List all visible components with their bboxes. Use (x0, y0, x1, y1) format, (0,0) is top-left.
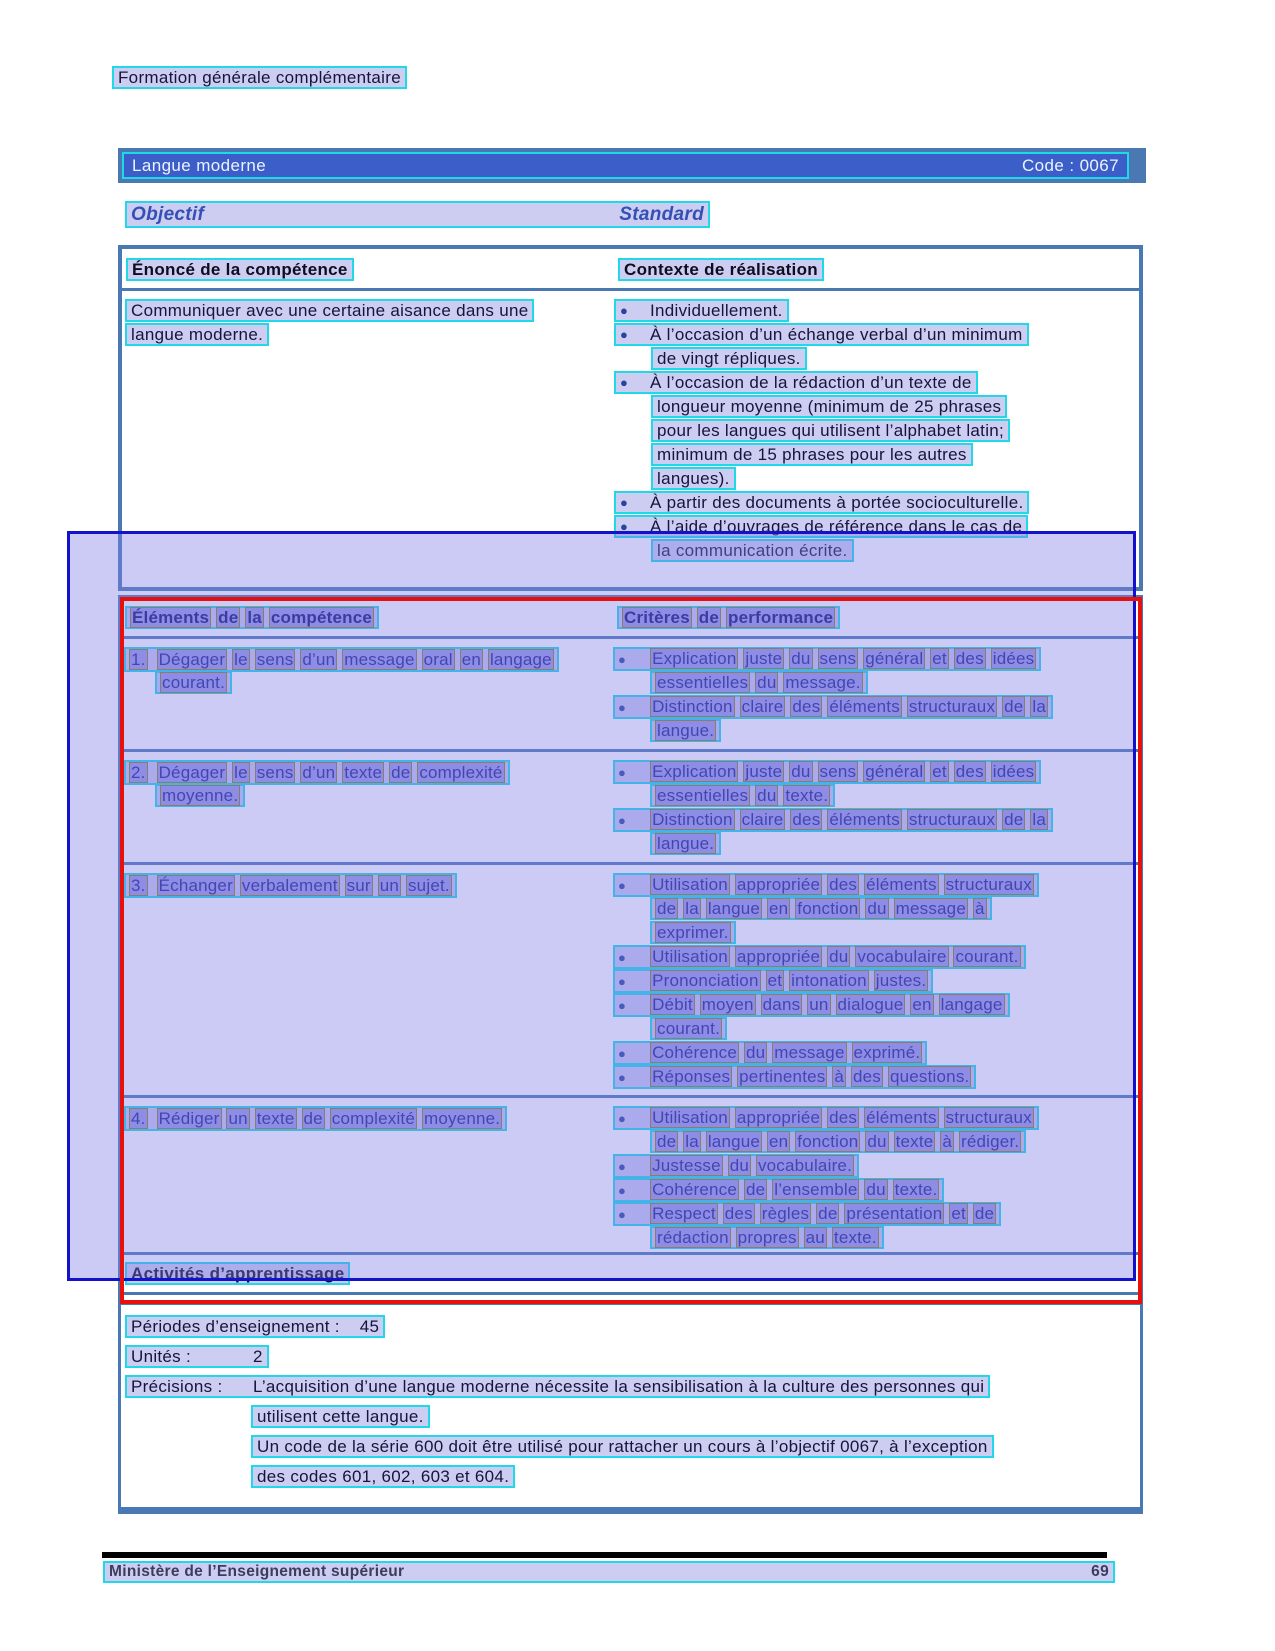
word-highlight: éléments (866, 1108, 937, 1127)
word-highlight: un (809, 995, 829, 1014)
word-highlight: Cohérence (652, 1180, 738, 1199)
word-highlight: sens (819, 762, 857, 781)
word-highlight: de (303, 1109, 323, 1128)
table-enonce-contexte (118, 245, 1143, 591)
activities-content-box (118, 1300, 1143, 1514)
context-bullet-line: ● Individuellement. (614, 299, 1139, 322)
table2-header-row (121, 598, 1140, 639)
bullet-icon: ● (618, 1070, 627, 1085)
word-highlight: courant. (162, 673, 226, 692)
word-highlight: intonation (791, 971, 867, 990)
word-highlight: langue. (657, 834, 715, 853)
bullet-icon: ● (620, 327, 629, 342)
word-highlight: langue (707, 1132, 761, 1151)
word-highlight: du (867, 899, 887, 918)
word-highlight: structuraux (945, 875, 1032, 894)
precisions-text: Un code de la série 600 doit être utilisé pour rattacher un cours à l’objectif 0067, à l’exception (251, 1435, 994, 1458)
table2-rows (121, 639, 1140, 1256)
word-highlight: courant. (657, 1019, 721, 1038)
element-line (124, 760, 613, 783)
word-highlight: Distinction (652, 697, 733, 716)
word-highlight: du (866, 1180, 886, 1199)
units-value: 2 (253, 1347, 263, 1366)
word-highlight: vocabulaire. (757, 1156, 853, 1175)
word-highlight: Réponses (652, 1067, 731, 1086)
course-code: Code : 0067 (1021, 155, 1119, 175)
word-highlight: des (724, 1204, 753, 1223)
criteria-line (613, 671, 1140, 694)
context-bullet-line: ● À partir des documents à portée socioculturelle. (614, 491, 1139, 514)
element-line (124, 1106, 613, 1129)
word-highlight: sujet. (407, 876, 450, 895)
table2-col1-header (125, 606, 379, 629)
word-highlight: un (228, 1109, 248, 1128)
bullet-icon: ● (618, 878, 627, 893)
word-highlight: Échanger (158, 876, 233, 895)
word-highlight: de (657, 1132, 677, 1151)
word-highlight: claire (741, 810, 784, 829)
bullet-icon: ● (618, 765, 627, 780)
criteria-line (613, 945, 1140, 968)
units-label: Unités : (131, 1347, 192, 1366)
bullet-icon: ● (618, 813, 627, 828)
word-highlight: claire (741, 697, 784, 716)
precisions-row (125, 1435, 1136, 1461)
criteria-line (613, 784, 1140, 807)
table1-header-row (122, 249, 1139, 291)
word-highlight: des (792, 697, 821, 716)
bullet-icon: ● (620, 519, 629, 534)
course-title: Langue moderne (132, 155, 267, 175)
criteria-line (613, 760, 1140, 783)
context-bullet-line: la communication écrite. (614, 539, 1139, 562)
word-highlight: fonction (797, 1132, 859, 1151)
bullet-icon: ● (618, 1159, 627, 1174)
word-highlight: oral (423, 650, 453, 669)
word-highlight: de (698, 608, 720, 627)
context-bullet-list (614, 299, 1139, 563)
word-highlight: pertinentes (739, 1067, 826, 1086)
bullet-icon: ● (618, 1183, 627, 1198)
word-highlight: essentielles (657, 673, 749, 692)
word-highlight: à (942, 1132, 953, 1151)
word-highlight: moyenne. (423, 1109, 501, 1128)
precisions-text: des codes 601, 602, 603 et 604. (251, 1465, 515, 1488)
word-highlight: d’un (302, 650, 336, 669)
word-highlight: appropriée (736, 875, 821, 894)
word-highlight: le (234, 650, 248, 669)
word-highlight: des (829, 1108, 858, 1127)
word-highlight: la (685, 1132, 699, 1151)
word-highlight: message (774, 1043, 845, 1062)
criteria-line (613, 832, 1140, 855)
criteria-line (613, 1065, 1140, 1088)
word-highlight: de (745, 1180, 766, 1199)
word-highlight: Prononciation (652, 971, 759, 990)
word-highlight: général (865, 649, 924, 668)
context-bullet-line: minimum de 15 phrases pour les autres (614, 443, 1139, 466)
word-highlight: langue (707, 899, 761, 918)
word-highlight: au (805, 1228, 825, 1247)
word-highlight: structuraux (908, 697, 996, 716)
precisions-row (125, 1375, 1136, 1401)
word-highlight: langue. (657, 721, 715, 740)
word-highlight: et (767, 971, 783, 990)
criteria-line (613, 897, 1140, 920)
word-highlight: la (1032, 697, 1046, 716)
word-highlight: Utilisation (652, 947, 728, 966)
word-highlight: éléments (866, 875, 937, 894)
word-highlight: l’ensemble (774, 1180, 858, 1199)
word-highlight: de (1004, 697, 1024, 716)
criteria-line (613, 719, 1140, 742)
context-bullet-line: pour les langues qui utilisent l’alphabet latin; (614, 419, 1139, 442)
word-highlight: du (745, 1043, 766, 1062)
word-highlight: idées (992, 762, 1035, 781)
word-highlight: exprimé. (853, 1043, 921, 1062)
word-highlight: sens (256, 650, 294, 669)
word-highlight: éléments (829, 810, 900, 829)
bullet-icon: ● (618, 998, 627, 1013)
bullet-icon: ● (618, 700, 627, 715)
word-highlight: justes. (875, 971, 927, 990)
word-highlight: texte (895, 1132, 934, 1151)
word-highlight: Distinction (652, 810, 733, 829)
criteria-line (613, 1226, 1140, 1249)
row-number: 4. (131, 1109, 146, 1128)
word-highlight: moyenne. (162, 786, 239, 805)
statement-line: Communiquer avec une certaine aisance dans une (125, 299, 614, 322)
word-highlight: Éléments (132, 608, 210, 627)
word-highlight: Justesse (652, 1156, 721, 1175)
word-highlight: juste (745, 649, 783, 668)
context-bullet-line: longueur moyenne (minimum de 25 phrases (614, 395, 1139, 418)
word-highlight: sens (819, 649, 857, 668)
row-number: 3. (131, 876, 146, 895)
bullet-icon: ● (620, 495, 629, 510)
word-highlight: du (791, 649, 811, 668)
word-highlight: message (895, 899, 966, 918)
heading-objectif: Objectif (131, 204, 205, 225)
word-highlight: Respect (652, 1204, 716, 1223)
word-highlight: complexité (331, 1109, 416, 1128)
word-highlight: propres (737, 1228, 797, 1247)
word-highlight: rédiger. (961, 1132, 1020, 1151)
table1-body-row (122, 291, 1139, 563)
word-highlight: du (757, 673, 777, 692)
context-bullet-line: ● À l’occasion de la rédaction d’un texte de (614, 371, 1139, 394)
criteria-line (613, 1202, 1140, 1225)
word-highlight: la (247, 608, 262, 627)
word-highlight: règles (761, 1204, 810, 1223)
criteria-line (613, 1017, 1140, 1040)
word-highlight: idées (992, 649, 1035, 668)
word-highlight: langage (489, 650, 552, 669)
word-highlight: appropriée (736, 947, 821, 966)
context-bullet-line: ● À l’occasion d’un échange verbal d’un minimum (614, 323, 1139, 346)
word-highlight: de (657, 899, 677, 918)
word-highlight: le (234, 763, 248, 782)
word-highlight: texte (344, 763, 383, 782)
word-highlight: du (829, 947, 849, 966)
word-highlight: et (932, 762, 947, 781)
word-highlight: Utilisation (652, 875, 728, 894)
word-highlight: de (391, 763, 411, 782)
bullet-icon: ● (618, 950, 627, 965)
word-highlight: questions. (889, 1067, 970, 1086)
word-highlight: général (865, 762, 924, 781)
page-header (112, 66, 407, 89)
word-highlight: Explication (652, 762, 737, 781)
word-highlight: dans (762, 995, 801, 1014)
word-highlight: des (853, 1067, 882, 1086)
word-highlight: exprimer. (657, 923, 729, 942)
criteria-line (613, 695, 1140, 718)
table-row (121, 862, 1140, 1095)
footer-ministry: Ministère de l’Enseignement supérieur (109, 1563, 405, 1580)
bullet-icon: ● (620, 303, 629, 318)
word-highlight: structuraux (945, 1108, 1032, 1127)
element-line (124, 671, 613, 694)
page-header-text: Formation générale complémentaire (112, 66, 407, 89)
periods-value: 45 (359, 1317, 380, 1336)
precisions-row (125, 1465, 1136, 1491)
word-highlight: des (955, 762, 984, 781)
precisions-row (125, 1405, 1136, 1431)
word-highlight: message (344, 650, 415, 669)
units-row (125, 1345, 1136, 1371)
word-highlight: texte (256, 1109, 295, 1128)
word-highlight: Dégager (158, 763, 226, 782)
word-highlight: performance (727, 608, 834, 627)
word-highlight: du (791, 762, 811, 781)
word-highlight: vocabulaire (857, 947, 947, 966)
word-highlight: et (951, 1204, 966, 1223)
periods-label: Périodes d’enseignement : (131, 1317, 340, 1336)
criteria-line (613, 808, 1140, 831)
criteria-line (613, 1154, 1140, 1177)
word-highlight: en (461, 650, 481, 669)
word-highlight: des (829, 875, 858, 894)
footer-page-number: 69 (1091, 1563, 1109, 1580)
statement-line: langue moderne. (125, 323, 614, 346)
word-highlight: dialogue (837, 995, 904, 1014)
activities-header-box (118, 1252, 1143, 1295)
criteria-line (613, 1106, 1140, 1129)
table2-col2-header (617, 606, 840, 629)
precisions-label: Précisions : (131, 1377, 223, 1396)
word-highlight: sur (346, 876, 371, 895)
word-highlight: Explication (652, 649, 737, 668)
context-bullet-line: ● À l’aide d’ouvrages de référence dans le cas de (614, 515, 1139, 538)
bullet-icon: ● (618, 1046, 627, 1061)
word-highlight: complexité (419, 763, 503, 782)
table-row (121, 1095, 1140, 1256)
word-highlight: Critères (624, 608, 690, 627)
context-bullet-line: de vingt répliques. (614, 347, 1139, 370)
precisions-text: utilisent cette langue. (251, 1405, 430, 1428)
word-highlight: du (729, 1156, 749, 1175)
word-highlight: texte. (894, 1180, 938, 1199)
word-highlight: de (218, 608, 239, 627)
criteria-line (613, 873, 1140, 896)
word-highlight: compétence (270, 608, 373, 627)
word-highlight: juste (745, 762, 783, 781)
word-highlight: la (685, 899, 699, 918)
word-highlight: Débit (652, 995, 693, 1014)
word-highlight: et (932, 649, 947, 668)
word-highlight: structuraux (908, 810, 996, 829)
word-highlight: appropriée (736, 1108, 821, 1127)
word-highlight: Cohérence (652, 1043, 738, 1062)
table1-col2-header: Contexte de réalisation (618, 258, 824, 281)
word-highlight: du (867, 1132, 887, 1151)
word-highlight: d’un (302, 763, 336, 782)
competence-statement (122, 299, 614, 563)
criteria-line (613, 647, 1140, 670)
word-highlight: Utilisation (652, 1108, 728, 1127)
word-highlight: de (818, 1204, 838, 1223)
word-highlight: en (912, 995, 932, 1014)
word-highlight: un (379, 876, 400, 895)
word-highlight: fonction (797, 899, 859, 918)
word-highlight: à (974, 899, 985, 918)
bullet-icon: ● (620, 375, 629, 390)
element-line (124, 873, 613, 896)
word-highlight: en (769, 1132, 789, 1151)
periods-row (125, 1315, 1136, 1341)
word-highlight: sens (256, 763, 294, 782)
element-line (124, 647, 613, 670)
context-bullet-line: langues). (614, 467, 1139, 490)
word-highlight: verbalement (241, 876, 338, 895)
word-highlight: de (1004, 810, 1024, 829)
title-bar (118, 148, 1146, 183)
criteria-line (613, 1178, 1140, 1201)
word-highlight: texte. (785, 786, 829, 805)
bullet-icon: ● (618, 652, 627, 667)
bullet-icon: ● (618, 974, 627, 989)
row-number: 2. (131, 763, 146, 782)
section-headings (125, 201, 710, 228)
word-highlight: moyen (701, 995, 754, 1014)
word-highlight: Dégager (158, 650, 226, 669)
bullet-icon: ● (618, 1207, 627, 1222)
bullet-icon: ● (618, 1111, 627, 1126)
criteria-line (613, 921, 1140, 944)
page-footer (103, 1561, 1115, 1583)
row-number: 1. (131, 650, 146, 669)
word-highlight: éléments (829, 697, 900, 716)
word-highlight: essentielles (657, 786, 749, 805)
title-bar-highlight (122, 152, 1129, 179)
word-highlight: du (757, 786, 777, 805)
criteria-line (613, 969, 1140, 992)
word-highlight: la (1032, 810, 1046, 829)
word-highlight: en (769, 899, 789, 918)
word-highlight: courant. (955, 947, 1019, 966)
word-highlight: langage (940, 995, 1003, 1014)
criteria-line (613, 993, 1140, 1016)
word-highlight: des (955, 649, 984, 668)
word-highlight: de (974, 1204, 995, 1223)
word-highlight: Rédiger (158, 1109, 220, 1128)
heading-standard: Standard (619, 204, 704, 225)
word-highlight: des (792, 810, 821, 829)
table1-col1-header: Énoncé de la compétence (126, 258, 354, 281)
activities-header: Activités d’apprentissage (125, 1262, 350, 1285)
precisions-text: L’acquisition d’une langue moderne nécessite la sensibilisation à la culture des personnes qui (253, 1377, 985, 1396)
word-highlight: texte. (833, 1228, 877, 1247)
word-highlight: message. (785, 673, 861, 692)
word-highlight: présentation (846, 1204, 943, 1223)
table-row (121, 639, 1140, 749)
footer-rule (102, 1552, 1107, 1558)
criteria-line (613, 1041, 1140, 1064)
word-highlight: à (834, 1067, 845, 1086)
criteria-line (613, 1130, 1140, 1153)
element-line (124, 784, 613, 807)
table-row (121, 749, 1140, 862)
word-highlight: rédaction (657, 1228, 729, 1247)
table-elements-criteres (118, 595, 1143, 1305)
